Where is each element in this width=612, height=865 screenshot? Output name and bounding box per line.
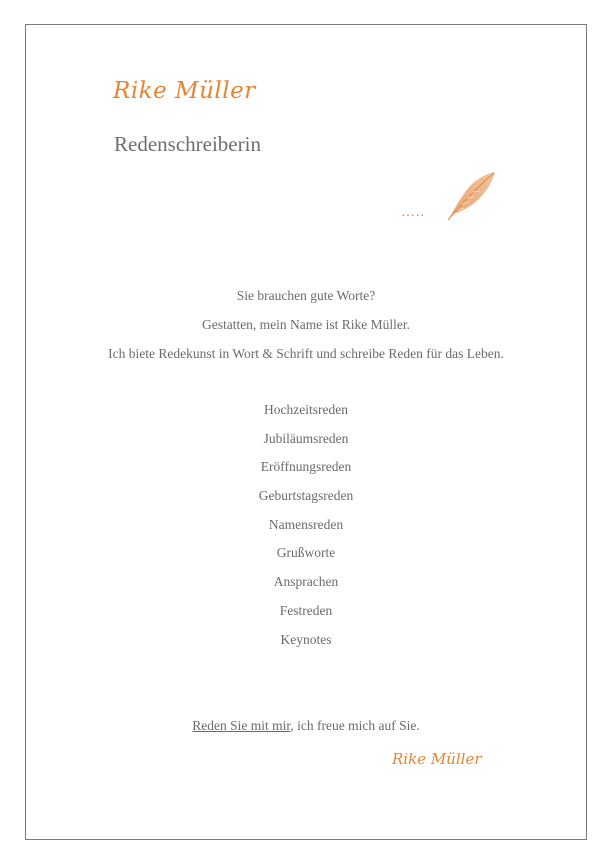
contact-link[interactable]: Reden Sie mit mir [192,718,291,733]
intro-offer: Ich biete Redekunst in Wort & Schrift und schreibe Reden für das Leben. [108,346,504,361]
service-item: Hochzeitsreden [264,402,348,417]
brand-name: Rike Müller [113,78,256,104]
profession-title: Redenschreiberin [114,132,261,156]
decorative-dots: ….. [401,205,425,220]
service-item: Eröffnungsreden [260,459,352,475]
service-item: Namensreden [268,516,344,532]
services-list [0,402,612,660]
service-item: Jubiläumsreden [263,430,349,446]
service-item: Geburtstagsreden [258,488,354,504]
service-item: Ansprachen [273,574,339,590]
service-item: Festreden [279,602,333,618]
signature: Rike Müller [392,750,482,768]
service-item: Keynotes [280,631,332,647]
closing-text: , ich freue mich auf Sie. [290,718,420,733]
service-item: Grußworte [276,545,336,561]
closing-line [0,718,612,734]
intro-name: Gestatten, mein Name ist Rike Müller. [201,317,411,332]
intro-question: Sie brauchen gute Worte? [236,288,376,303]
quill-icon [398,170,498,222]
